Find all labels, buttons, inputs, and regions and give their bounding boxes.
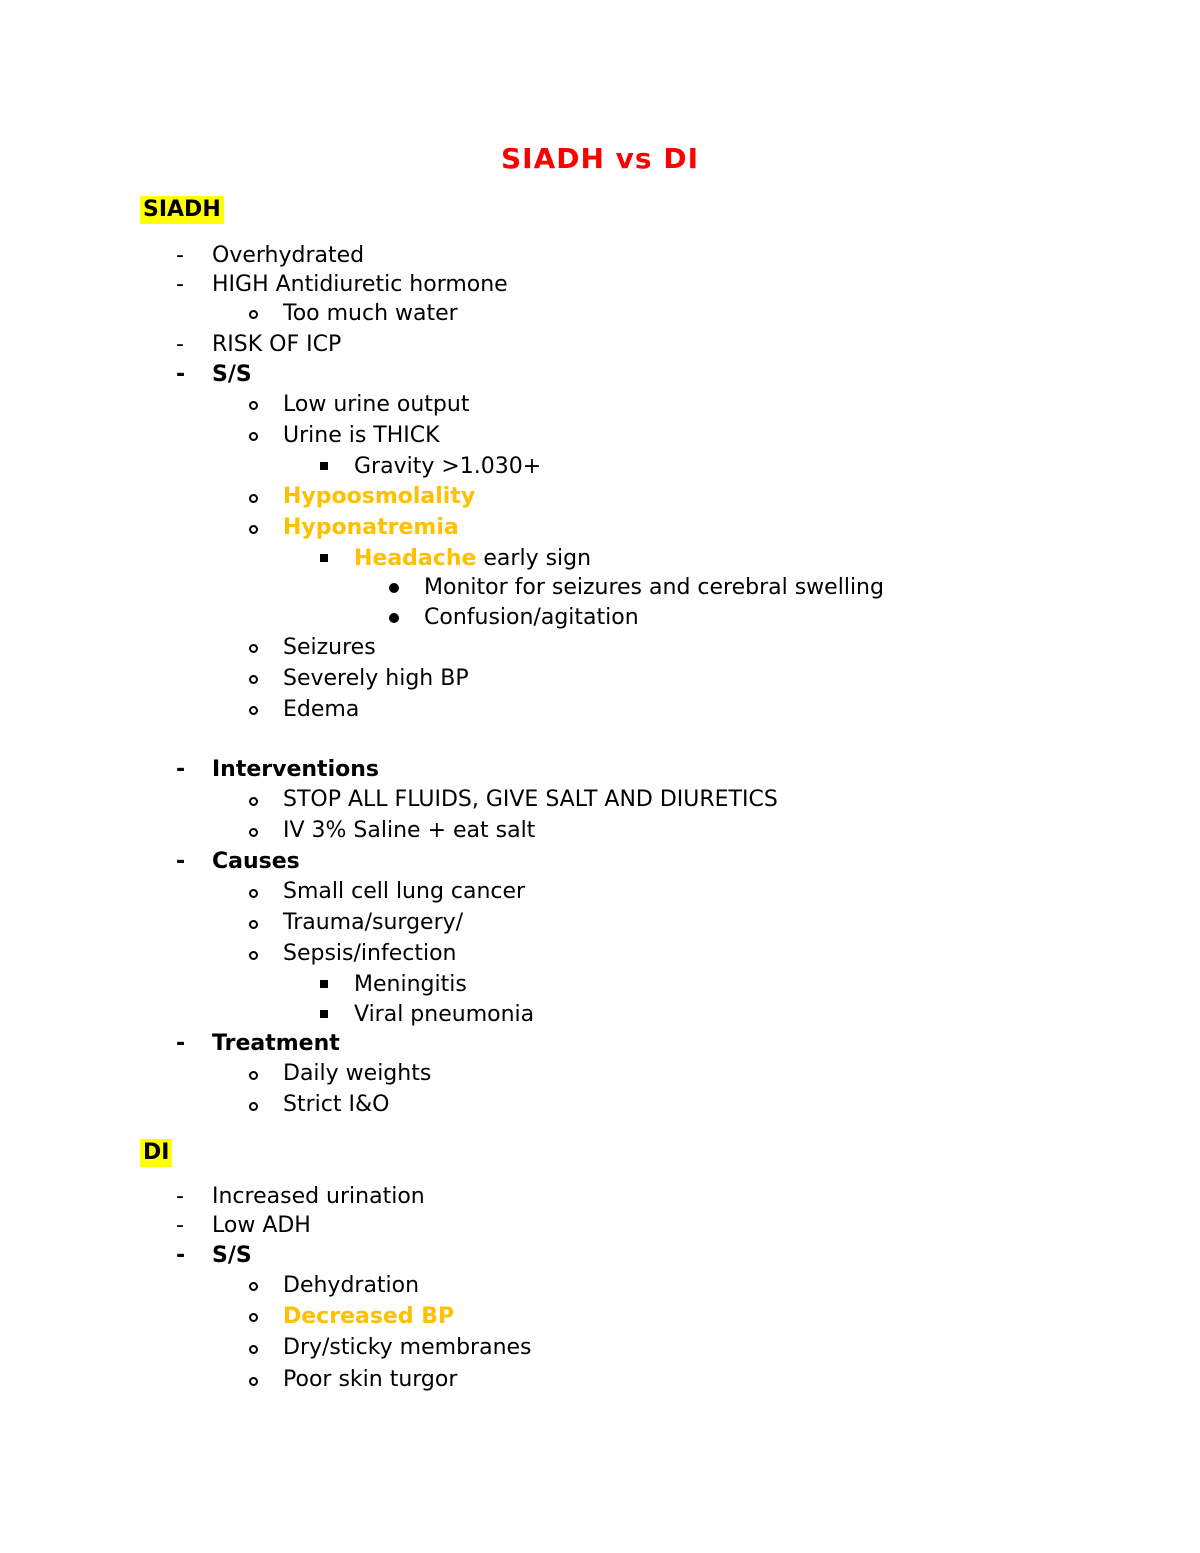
list-item: Low urine output [283,392,470,417]
list-item: Trauma/surgery/ [283,910,464,935]
circle-bullet-icon [249,1102,258,1111]
circle-bullet-icon [249,644,258,653]
circle-bullet-icon [249,675,258,684]
list-item: Too much water [283,301,458,326]
siadh-heading: SIADH [140,196,224,224]
circle-bullet-icon [249,401,258,410]
list-item: Strict I&O [283,1092,390,1117]
list-item: Hypoosmolality [283,484,476,509]
list-item-dash: - [176,272,184,297]
square-bullet-icon [320,980,328,988]
circle-bullet-icon [249,920,258,929]
list-item: Gravity >1.030+ [354,454,542,479]
list-item: Hyponatremia [283,515,459,540]
circle-bullet-icon [249,525,258,534]
circle-bullet-icon [249,310,258,319]
circle-bullet-icon [249,432,258,441]
list-item: IV 3% Saline + eat salt [283,818,536,843]
list-item-dash: - [176,243,184,268]
list-item: Edema [283,697,360,722]
list-item-dash: - [176,1031,186,1056]
list-item: Meningitis [354,972,467,997]
list-item: Daily weights [283,1061,432,1086]
list-item: HIGH Antidiuretic hormone [212,272,508,297]
list-item-dash: - [176,1213,184,1238]
list-item-dash: - [176,1184,184,1209]
list-item-dash: - [176,849,186,874]
circle-bullet-icon [249,797,258,806]
circle-bullet-icon [249,1377,258,1386]
list-item-dash: - [176,1243,186,1268]
circle-bullet-icon [249,828,258,837]
list-item-dash: - [176,332,184,357]
circle-bullet-icon [249,889,258,898]
list-item-dash: - [176,362,186,387]
list-item: Viral pneumonia [354,1002,535,1027]
list-item: Increased urination [212,1184,425,1209]
circle-bullet-icon [249,1071,258,1080]
circle-bullet-icon [249,1313,258,1322]
dot-bullet-icon [389,613,399,623]
list-item: S/S [212,362,252,387]
list-item: Dry/sticky membranes [283,1335,532,1360]
list-item: S/S [212,1243,252,1268]
list-item: Small cell lung cancer [283,879,526,904]
square-bullet-icon [320,462,328,470]
circle-bullet-icon [249,1345,258,1354]
list-item-dash: - [176,757,186,782]
list-item: Interventions [212,757,379,782]
list-item [354,545,591,573]
list-item: RISK OF ICP [212,332,342,357]
di-heading: DI [140,1139,172,1167]
dot-bullet-icon [389,583,399,593]
list-item: Seizures [283,635,376,660]
headache-text: Headache [354,546,477,571]
list-item: Causes [212,849,300,874]
circle-bullet-icon [249,1282,258,1291]
circle-bullet-icon [249,494,258,503]
circle-bullet-icon [249,706,258,715]
square-bullet-icon [320,1010,328,1018]
list-item: Confusion/agitation [424,605,639,630]
list-item: Poor skin turgor [283,1367,458,1392]
list-item: Overhydrated [212,243,365,268]
list-item: Sepsis/infection [283,941,457,966]
page-title: SIADH vs DI [500,142,699,175]
list-item: Decreased BP [283,1304,455,1329]
list-item: Low ADH [212,1213,311,1238]
square-bullet-icon [320,554,328,562]
list-item: Urine is THICK [283,423,440,448]
list-item: Monitor for seizures and cerebral swelling [424,575,884,600]
list-item: Dehydration [283,1273,420,1298]
circle-bullet-icon [249,951,258,960]
list-item: Severely high BP [283,666,469,691]
early-sign-text: early sign [476,546,592,571]
list-item: Treatment [212,1031,340,1056]
list-item: STOP ALL FLUIDS, GIVE SALT AND DIURETICS [283,787,778,812]
